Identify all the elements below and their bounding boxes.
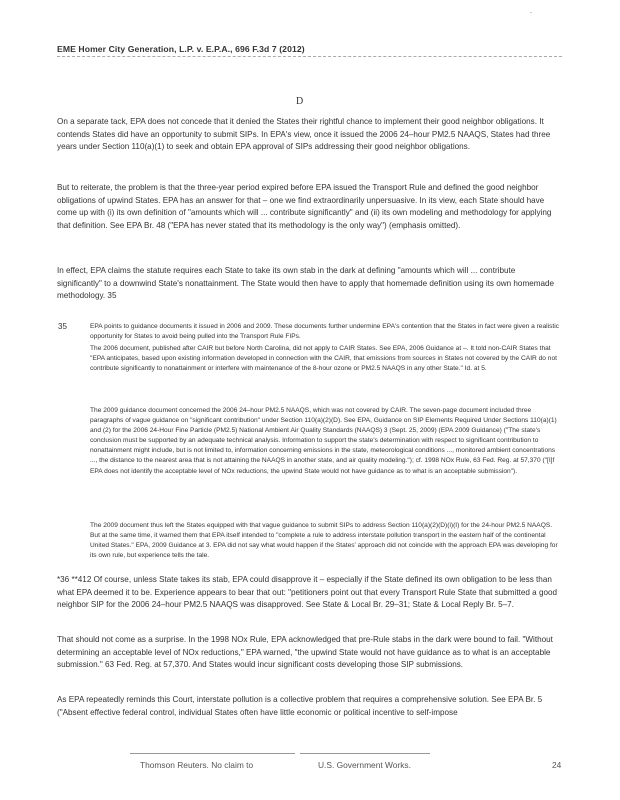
footer-divider-left	[130, 753, 295, 754]
page-number: 24	[552, 760, 562, 770]
footer-divider-right	[300, 753, 430, 754]
footer-copyright: Thomson Reuters. No claim to	[140, 760, 254, 770]
footnote-number: 35	[58, 322, 67, 331]
section-heading: D	[296, 96, 304, 107]
paragraph-1: On a separate tack, EPA does not concede that it denied the States their rightful chance to implement their good neighbor obligations. It contends States did have an opportunity to submit SIPs. In EPA's view, once it issued the 2006 24–hour PM2.5 NAAQS, States had three years under Section 110(a)(1) to seek and obtain EPA approval of SIPs addressing their good neighbor obligations.	[57, 117, 551, 152]
footer-government-works: U.S. Government Works.	[318, 760, 411, 770]
running-header: EME Homer City Generation, L.P. v. E.P.A., 696 F.3d 7 (2012)	[57, 44, 305, 54]
footnote-paragraph-3: The 2009 document thus left the States equipped with that vague guidance to submit SIPs to address Section 110(a)(2)(D)(i)(I) for the 24-hour PM2.5 NAAQS. But at the same time, it warned them that EPA itself intended to "complete a rule to address interstate pollution transport in the eastern half of the continental United States." EPA, 2009 Guidance at 3. EPA did not say what would happen if the States' approach did not coincide with the approach EPA was developing for its own rule, but experience tells the tale.	[90, 522, 558, 560]
paragraph-2: But to reiterate, the problem is that the three-year period expired before EPA issued the Transport Rule and defined the good neighbor obligations of upwind States. EPA has an answer for that – one we find extraordinarily unpersuasive. In its view, each State should have come up with (i) its own definition of "amounts which will ... contribute significantly" and (ii) its own modeling and methodology for applying that definition. See EPA Br. 48 ("EPA has never stated that its methodology is the only way") (emphasis omitted).	[57, 183, 552, 230]
footnote-lead: EPA points to guidance documents it issued in 2006 and 2009. These documents further undermine EPA's contention that the States in fact were given a realistic opportunity for States to avoid being pulled into the Transport Rule FIPs.	[90, 323, 559, 341]
paragraph-4: *36 **412 Of course, unless State takes its stab, EPA could disapprove it – especially if the State defined its own obligation to be less than what EPA deemed it to be. Experience appears to bear that out: "petitioners point out that every Transport Rule State that submitted a good neighbor SIP for the 2006 24–hour PM2.5 NAAQS was disapproved. See State & Local Br. 29–31; State & Local Reply Br. 5–7.	[57, 575, 558, 610]
paragraph-6: As EPA repeatedly reminds this Court, interstate pollution is a collective problem that requires a comprehensive solution. See EPA Br. 5 ("Absent effective federal control, individual States often have little economic or political incentive to self-impose	[57, 695, 543, 717]
paragraph-3: In effect, EPA claims the statute requires each State to take its own stab in the dark at defining "amounts which will ... contribute significantly" to a downwind State's nonattainment. The State would then have to apply that homemade definition using its own homemade methodology. 35	[57, 266, 555, 301]
footnote-paragraph-1: The 2006 document, published after CAIR but before North Carolina, did not apply to CAIR States. See EPA, 2006 Guidance at –. It told non-CAIR States that "EPA anticipates, based upon existing information developed in connection with the CAIR, that emissions from sources in States not covered by the CAIR do not contribute significantly to nonattainment or interfere with maintenance of the 8-hour ozone or PM2.5 NAAQS in any other State." Id. at 5.	[90, 345, 557, 373]
paragraph-5: That should not come as a surprise. In the 1998 NOx Rule, EPA acknowledged that pre-Rule stabs in the dark were bound to fail. "Without determining an acceptable level of NOx reductions," EPA warned, "the upwind State would not have guidance as to what is an acceptable submission." 63 Fed. Reg. at 57,370. And States would incur significant costs developing those SIP submissions.	[57, 635, 553, 670]
header-divider	[57, 56, 562, 57]
footnote-paragraph-2: The 2009 guidance document concerned the 2006 24–hour PM2.5 NAAQS, which was not covered by CAIR. The seven-page document included three paragraphs of vague guidance on "significant contribution" under Section 110(a)(2)(D). See EPA, Guidance on SIP Elements Required Under Sections 110(a)(1) and (2) for the 2006 24-Hour Fine Particle (PM2.5) National Ambient Air Quality Standards (NAAQS) 3 (Sept. 25, 2009) (EPA 2009 Guidance) ("The state's conclusion must be supported by an adequate technical analysis. Information to support the state's determination with respect to significant contribution to nonattainment might include, but is not limited to, information concerning emissions in the state, meteorological conditions ..., monitored ambient concentrations ..., the distance to the nearest area that is not attaining the NAAQS in another state, and air quality modeling."); cf. 1998 NOx Rule, 63 Fed. Reg. at 57,370 ("[I]f EPA does not identify the acceptable level of NOx reductions, the upwind State would not have guidance as to what is an acceptable submission").	[90, 407, 557, 475]
margin-mark: -	[530, 10, 532, 16]
